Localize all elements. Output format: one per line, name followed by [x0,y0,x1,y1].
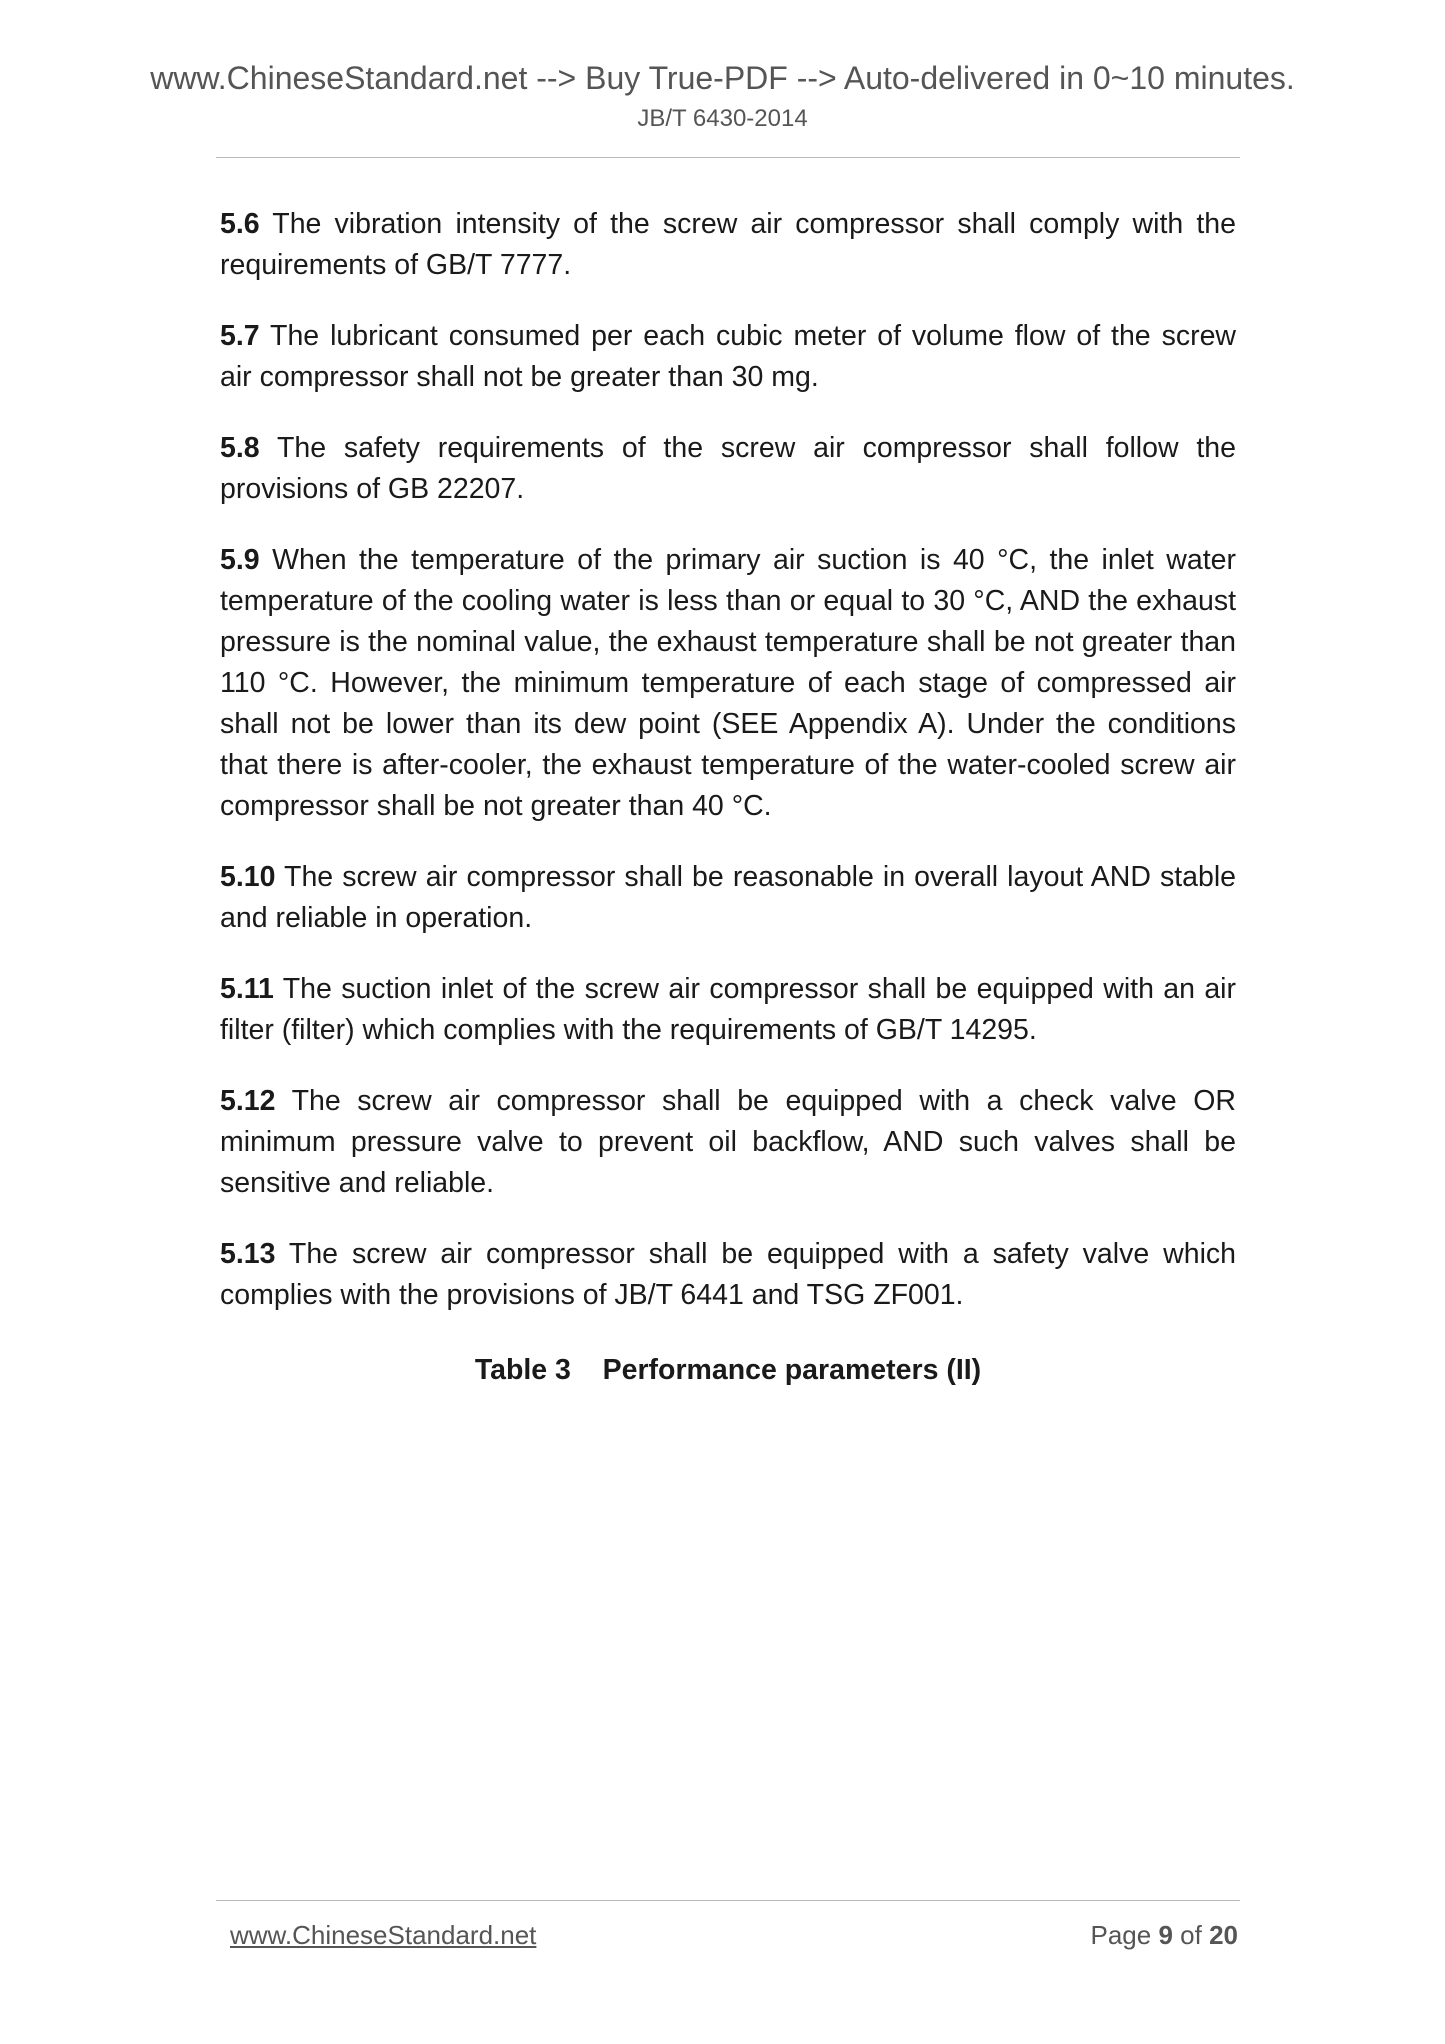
table-title: Performance parameters (II) [602,1354,982,1386]
footer-site-link[interactable]: www.ChineseStandard.net [230,1920,537,1950]
clause-text: The safety requirements of the screw air compressor shall follow the provisions of GB 22207. [220,432,1237,505]
clause-text: The screw air compressor shall be reasonable in overall layout AND stable and reliable in operation. [220,861,1237,934]
page-current: 9 [1158,1920,1173,1950]
clause-5-8 [220,428,1236,510]
clause-number: 5.11 [220,973,274,1005]
clause-5-10 [220,857,1236,939]
header-banner: www.ChineseStandard.net --> Buy True-PDF --> Auto-delivered in 0~10 minutes. [150,60,1295,96]
clause-number: 5.7 [220,320,260,352]
header-divider [216,157,1240,158]
clause-number: 5.6 [220,208,260,240]
clause-5-13 [220,1234,1236,1316]
clause-text: When the temperature of the primary air suction is 40 °C, the inlet water temperature of the cooling water is less than or equal to 30 °C, AND the exhaust pressure is the nominal value, the exhaust temperature shall be not greater than 110 °C. However, the minimum temperature of each stage of compressed air shall not be lower than its dew point (SEE Appendix A). Under the conditions that there is after-cooler, the exhaust temperature of the water-cooled screw air compressor shall be not greater than 40 °C. [220,544,1236,822]
clause-5-11 [220,969,1236,1051]
clause-5-6 [220,204,1236,286]
page-total: 20 [1209,1920,1238,1950]
clause-text: The vibration intensity of the screw air compressor shall comply with the requirements of GB/T 7777. [220,208,1237,281]
clause-5-9 [220,540,1236,827]
clause-number: 5.12 [220,1085,276,1117]
page-indicator [1090,1918,1238,1952]
page-prefix: Page [1090,1920,1152,1950]
clause-number: 5.13 [220,1238,276,1270]
clause-text: The lubricant consumed per each cubic meter of volume flow of the screw air compressor shall not be greater than 30 mg. [220,320,1237,393]
clause-text: The screw air compressor shall be equipped with a safety valve which complies with the provisions of JB/T 6441 and TSG ZF001. [220,1238,1236,1311]
clause-number: 5.8 [220,432,260,464]
clause-5-12 [220,1081,1236,1204]
clause-text: The screw air compressor shall be equipped with a check valve OR minimum pressure valve to prevent oil backflow, AND such valves shall be sensitive and reliable. [220,1085,1236,1199]
document-body [220,204,1236,1391]
footer-divider [216,1900,1240,1901]
table-caption [220,1350,1236,1391]
clause-number: 5.9 [220,544,260,576]
page-of: of [1180,1920,1202,1950]
clause-text: The suction inlet of the screw air compressor shall be equipped with an air filter (filter) which complies with the requirements of GB/T 14295. [220,973,1236,1046]
table-label: Table 3 [474,1354,571,1386]
clause-5-7 [220,316,1236,398]
document-code: JB/T 6430-2014 [637,105,808,132]
clause-number: 5.10 [220,861,276,893]
